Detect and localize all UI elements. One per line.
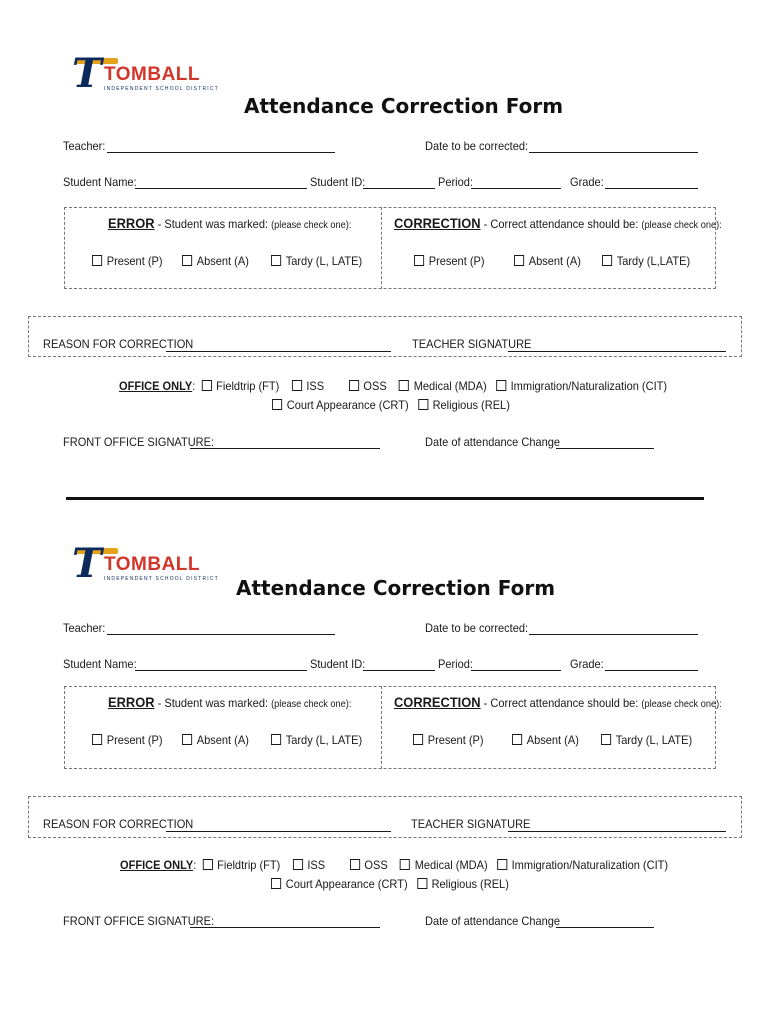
checkbox[interactable] [601,734,611,745]
error-text: - Student was marked: [154,696,272,710]
option-label: Court Appearance (CRT) [285,877,408,891]
office-colon: : [193,858,197,872]
option-label: Absent (A) [196,733,249,747]
date-to-correct-field[interactable] [529,634,698,635]
checkbox[interactable] [514,255,524,266]
option-label: OSS [364,858,388,872]
option-label: Tardy (L, LATE) [285,254,363,268]
student-id-field[interactable] [363,670,435,671]
student-id-field[interactable] [363,188,435,189]
option-label: Absent (A) [528,254,581,268]
date-to-correct-label: Date to be corrected: [425,139,529,153]
student-name-field[interactable] [135,670,307,671]
option-label: Religious (REL) [431,877,509,891]
correction-note: (please check one): [641,220,722,231]
office-only-row2 [272,398,510,412]
grade-label: Grade: [570,657,604,671]
reason-field[interactable] [166,831,391,832]
checkbox[interactable] [413,734,423,745]
error-heading-text: ERROR [108,694,155,710]
checkbox[interactable] [350,859,360,870]
option-label: Tardy (L,LATE) [616,254,691,268]
logo-brand: TOMBALL [104,554,201,575]
checkbox[interactable] [293,859,303,870]
correction-heading [394,215,722,231]
correction-absent-option[interactable] [512,733,579,747]
logo-letter: T [72,50,102,97]
option-label: Fieldtrip (FT) [216,379,280,393]
checkbox[interactable] [271,255,281,266]
office-only-label: OFFICE ONLY [120,858,194,872]
period-field[interactable] [471,188,561,189]
correction-note: (please check one): [641,699,722,710]
option-label: Immigration/Naturalization (CIT) [510,379,668,393]
option-label: ISS [306,379,325,393]
option-label: Present (P) [106,254,163,268]
checkbox[interactable] [272,399,282,410]
error-tardy-option[interactable] [271,254,362,268]
option-label: Medical (MDA) [414,858,488,872]
error-present-option[interactable] [92,733,163,747]
checkbox[interactable] [271,734,281,745]
reason-label: REASON FOR CORRECTION [43,817,194,831]
office-only-row1 [120,858,668,872]
checkbox[interactable] [418,399,428,410]
error-tardy-option[interactable] [271,733,362,747]
option-label: Absent (A) [526,733,579,747]
period-label: Period: [438,175,473,189]
error-absent-option[interactable] [182,254,249,268]
error-heading [108,215,351,231]
teacher-signature-field[interactable] [508,831,726,832]
reason-field[interactable] [166,351,391,352]
option-label: Present (P) [106,733,163,747]
checkbox[interactable] [92,734,102,745]
grade-label: Grade: [570,175,604,189]
checkbox[interactable] [497,859,507,870]
student-id-label: Student ID: [310,175,366,189]
error-note: (please check one): [271,220,352,231]
date-attendance-change-label: Date of attendance Change [425,914,561,928]
box-separator [381,686,382,769]
teacher-field[interactable] [107,634,335,635]
checkbox[interactable] [201,380,211,391]
correction-text: - Correct attendance should be: [480,696,642,710]
correction-present-option[interactable] [413,733,484,747]
option-label: Immigration/Naturalization (CIT) [511,858,669,872]
tomball-logo [72,50,219,97]
option-label: Tardy (L, LATE) [285,733,363,747]
teacher-signature-field[interactable] [508,351,726,352]
teacher-signature-label: TEACHER SIGNATURE [412,337,532,351]
logo-subtitle: INDEPENDENT SCHOOL DISTRICT [104,86,219,92]
teacher-label: Teacher: [63,621,106,635]
box-separator [381,207,382,289]
tomball-logo [72,540,219,587]
student-id-label: Student ID: [310,657,366,671]
checkbox[interactable] [271,878,281,889]
form-title: Attendance Correction Form [244,94,564,118]
checkbox[interactable] [602,255,612,266]
option-label: Religious (REL) [432,398,510,412]
correction-tardy-option[interactable] [602,254,690,268]
front-office-signature-field[interactable] [190,448,380,449]
teacher-signature-label: TEACHER SIGNATURE [411,817,531,831]
grade-field[interactable] [605,188,698,189]
teacher-field[interactable] [107,152,335,153]
checkbox[interactable] [414,255,424,266]
checkbox[interactable] [92,255,102,266]
option-label: Absent (A) [196,254,249,268]
correction-text: - Correct attendance should be: [480,217,642,231]
date-attendance-change-field[interactable] [556,927,654,928]
option-label: ISS [307,858,326,872]
error-note: (please check one): [271,699,352,710]
correction-absent-option[interactable] [514,254,581,268]
front-office-signature-field[interactable] [190,927,380,928]
logo-brand: TOMBALL [104,64,201,85]
period-label: Period: [438,657,473,671]
date-attendance-change-label: Date of attendance Change [425,435,561,449]
correction-tardy-option[interactable] [601,733,692,747]
error-absent-option[interactable] [182,733,249,747]
student-name-label: Student Name: [63,657,137,671]
correction-heading [394,694,722,710]
logo-letter: T [72,540,102,587]
option-label: Fieldtrip (FT) [217,858,281,872]
checkbox[interactable] [400,859,410,870]
error-text: - Student was marked: [154,217,272,231]
form-top [0,0,770,470]
correction-heading-text: CORRECTION [394,215,481,231]
grade-field[interactable] [605,670,698,671]
form-title: Attendance Correction Form [236,576,556,600]
date-attendance-change-field[interactable] [556,448,654,449]
office-only-row1 [119,379,667,393]
reason-label: REASON FOR CORRECTION [43,337,194,351]
checkbox[interactable] [417,878,427,889]
option-label: Medical (MDA) [413,379,487,393]
student-name-field[interactable] [135,188,307,189]
correction-heading-text: CORRECTION [394,694,481,710]
option-label: Tardy (L, LATE) [615,733,693,747]
checkbox[interactable] [202,859,212,870]
checkbox[interactable] [399,380,409,391]
error-heading [108,694,351,710]
checkbox[interactable] [512,734,522,745]
date-to-correct-field[interactable] [529,152,698,153]
error-heading-text: ERROR [108,215,155,231]
student-name-label: Student Name: [63,175,137,189]
correction-present-option[interactable] [414,254,485,268]
front-office-signature-label: FRONT OFFICE SIGNATURE: [63,914,215,928]
checkbox[interactable] [292,380,302,391]
office-only-row2 [271,877,509,891]
form-bottom [0,481,770,951]
front-office-signature-label: FRONT OFFICE SIGNATURE: [63,435,215,449]
checkbox[interactable] [496,380,506,391]
option-label: OSS [363,379,387,393]
option-label: Present (P) [427,733,484,747]
teacher-label: Teacher: [63,139,106,153]
date-to-correct-label: Date to be corrected: [425,621,529,635]
logo-subtitle: INDEPENDENT SCHOOL DISTRICT [104,576,219,582]
option-label: Court Appearance (CRT) [286,398,409,412]
checkbox[interactable] [182,734,192,745]
error-present-option[interactable] [92,254,163,268]
office-only-label: OFFICE ONLY [119,379,193,393]
option-label: Present (P) [428,254,485,268]
period-field[interactable] [471,670,561,671]
office-colon: : [192,379,196,393]
checkbox[interactable] [182,255,192,266]
checkbox[interactable] [349,380,359,391]
